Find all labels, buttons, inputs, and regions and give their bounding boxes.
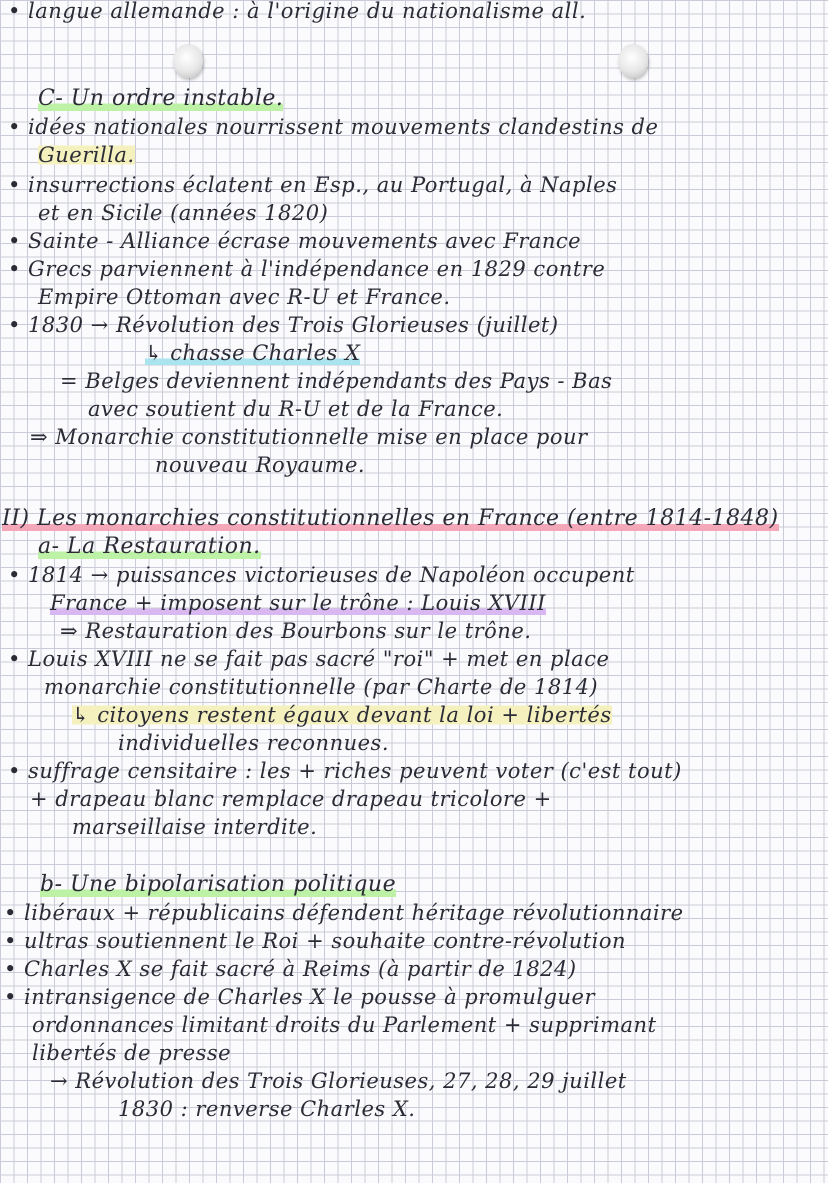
note-line: = Belges deviennent indépendants des Pays - Bas — [60, 369, 613, 393]
note-line: avec soutient du R-U et de la France. — [88, 397, 504, 421]
note-line: • 1830 → Révolution des Trois Glorieuses (juillet) — [8, 313, 559, 337]
note-line: ordonnances limitant droits du Parlement + supprimant — [32, 1013, 657, 1037]
note-line: • suffrage censitaire : les + riches peuvent voter (c'est tout) — [8, 759, 682, 783]
binder-ring-right — [618, 44, 648, 78]
note-line: • intransigence de Charles X le pousse à promulguer — [4, 985, 595, 1009]
note-line: Guerilla. — [38, 143, 135, 167]
note-line: ↳ chasse Charles X — [145, 341, 361, 365]
note-line: + drapeau blanc remplace drapeau tricolore + — [30, 787, 552, 811]
note-line: • insurrections éclatent en Esp., au Portugal, à Naples — [8, 173, 618, 197]
note-line: France + imposent sur le trône : Louis XVIII — [50, 591, 546, 615]
note-line: • idées nationales nourrissent mouvements clandestins de — [8, 115, 659, 139]
note-line: monarchie constitutionnelle (par Charte de 1814) — [44, 675, 599, 699]
note-line: • Grecs parviennent à l'indépendance en 1829 contre — [8, 257, 606, 281]
note-line: • Charles X se fait sacré à Reims (à partir de 1824) — [4, 957, 577, 981]
section-title-ii: II) Les monarchies constitutionnelles en France (entre 1814-1848) — [2, 506, 779, 531]
note-line: • 1814 → puissances victorieuses de Napoléon occupent — [8, 563, 635, 587]
note-line: 1830 : renverse Charles X. — [118, 1097, 416, 1121]
section-title-c: C- Un ordre instable. — [38, 86, 284, 111]
section-title-b: b- Une bipolarisation politique — [40, 872, 397, 897]
note-line: Empire Ottoman avec R-U et France. — [38, 285, 451, 309]
note-line: et en Sicile (années 1820) — [38, 201, 329, 225]
note-line: nouveau Royaume. — [155, 453, 366, 477]
note-line: individuelles reconnues. — [118, 731, 390, 755]
note-line: • Louis XVIII ne se fait pas sacré "roi" + met en place — [8, 647, 610, 671]
note-line: • ultras soutiennent le Roi + souhaite contre-révolution — [4, 929, 627, 953]
note-line: marseillaise interdite. — [72, 815, 318, 839]
note-line: • libéraux + républicains défendent héritage révolutionnaire — [4, 901, 684, 925]
section-title-a: a- La Restauration. — [38, 534, 261, 559]
note-line: libertés de presse — [32, 1041, 232, 1065]
note-line: ⇒ Restauration des Bourbons sur le trône. — [60, 619, 532, 643]
note-line: → Révolution des Trois Glorieuses, 27, 28, 29 juillet — [50, 1069, 627, 1093]
note-line: ↳ citoyens restent égaux devant la loi + libertés — [72, 703, 612, 727]
note-line: ⇒ Monarchie constitutionnelle mise en place pour — [30, 425, 588, 449]
binder-ring-left — [173, 44, 203, 78]
note-line: • langue allemande : à l'origine du nationalisme all. — [8, 0, 587, 23]
note-line: • Sainte - Alliance écrase mouvements avec France — [8, 229, 582, 253]
